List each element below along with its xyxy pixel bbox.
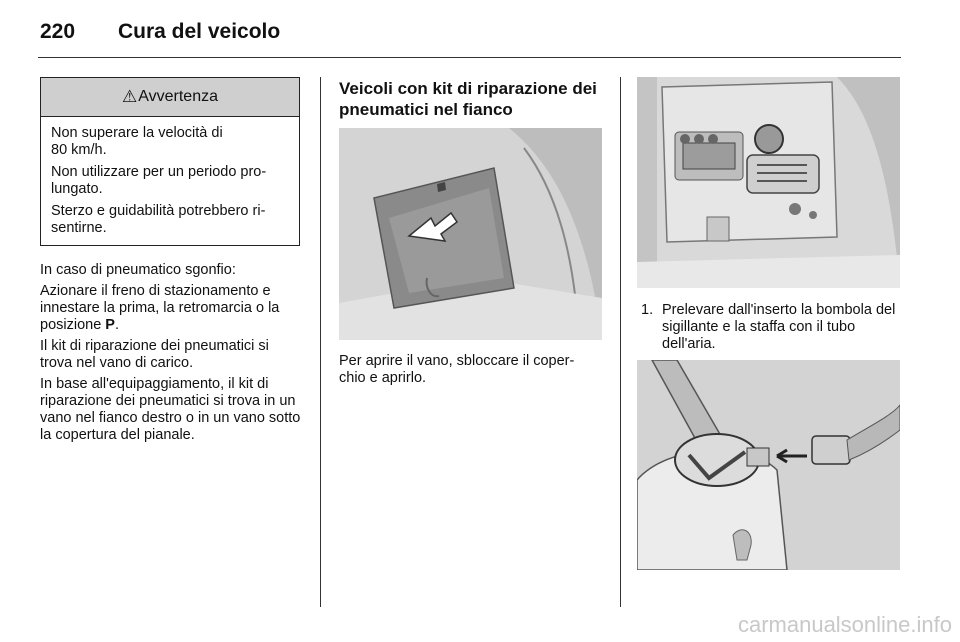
warning-title: Avvertenza <box>138 88 218 105</box>
warning-paragraph: Non superare la velocità di 80 km/h. <box>51 125 223 158</box>
chapter-title: Cura del veicolo <box>118 20 281 43</box>
warning-paragraph: Sterzo e guidabilità potrebbero ri- sentirne. <box>51 203 266 236</box>
paragraph: In base all'equipaggiamento, il kit di riparazione dei pneumatici si trova in un vano nel fianco destro o in un vano sotto la copertura del pianale. <box>40 376 301 443</box>
warning-paragraph: Non utilizzare per un periodo pro- lungato. <box>51 164 267 197</box>
figure-caption <box>339 353 605 391</box>
caption-text: Per aprire il vano, sbloccare il coper- chio e aprirlo. <box>339 353 575 386</box>
column-divider-left <box>320 77 321 607</box>
watermark: carmanualsonline.info <box>737 612 952 637</box>
figure-sealant-bottle-hose <box>637 360 900 570</box>
step-text: Prelevare dall'inserto la bombola del sigillante e la staffa con il tubo dell'aria. <box>662 302 896 352</box>
page-number: 220 <box>40 20 76 43</box>
paragraph: Azionare il freno di stazionamento e innestare la prima, la retromarcia o la posizione P. <box>40 283 280 333</box>
paragraph: In caso di pneumatico sgonfio: <box>40 262 236 278</box>
paragraph: Il kit di riparazione dei pneumatici si trova nel vano di carico. <box>40 338 269 371</box>
gear-position-p: P <box>105 317 115 333</box>
warning-box <box>40 77 300 246</box>
step-number: 1. <box>641 302 654 318</box>
warning-header <box>41 78 299 117</box>
section-title: Veicoli con kit di riparazione dei pneumatici nel fianco <box>339 79 597 119</box>
warning-body <box>41 117 299 237</box>
header-rule <box>38 57 901 58</box>
figure-trunk-side-compartment <box>339 128 602 340</box>
column-divider-right <box>620 77 621 607</box>
warning-triangle-icon: ⚠ <box>122 87 138 106</box>
left-column-text <box>40 262 302 448</box>
figure-compartment-contents <box>637 77 900 288</box>
